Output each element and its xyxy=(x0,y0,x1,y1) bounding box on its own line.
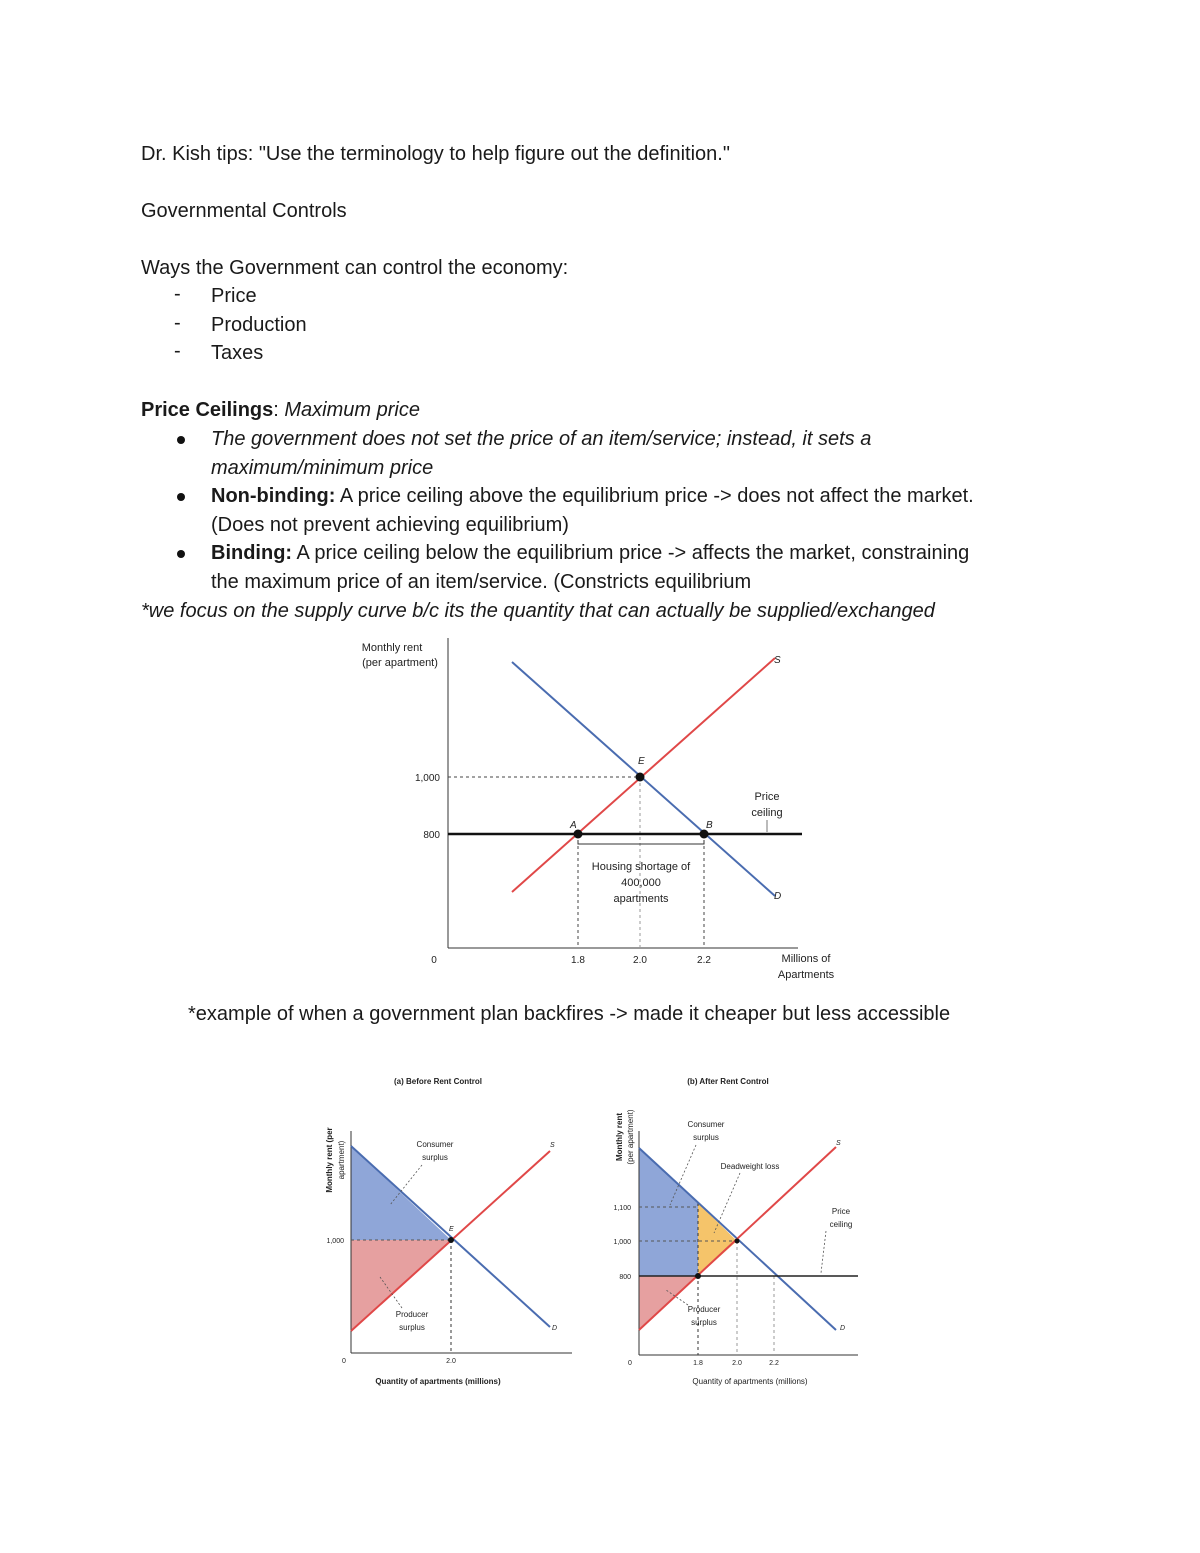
x-tick-label: 2.2 xyxy=(697,955,711,966)
list-item: Price xyxy=(211,285,257,307)
shortage-bracket xyxy=(578,840,704,844)
shortage-label: 400,000 xyxy=(621,877,661,889)
equilibrium-point xyxy=(735,1239,740,1244)
list-dash: - xyxy=(174,312,181,334)
bullet-text: The government does not set the price of an item/service; instead, it sets a xyxy=(211,428,872,450)
bullet-binding xyxy=(211,539,969,567)
consumer-surplus-label: Consumer xyxy=(416,1140,454,1149)
deadweight-loss-label: Deadweight loss xyxy=(720,1162,780,1171)
tip-text: Dr. Kish tips: "Use the terminology to help figure out the definition." xyxy=(141,143,730,165)
bullet-dot xyxy=(177,550,185,558)
point-e-label: E xyxy=(638,756,645,767)
y-axis-label: (per apartment) xyxy=(362,657,438,669)
demand-label: D xyxy=(552,1325,558,1332)
y-tick-label: 800 xyxy=(423,830,440,841)
bullet-nonbinding xyxy=(211,482,974,510)
deadweight-loss-area xyxy=(698,1203,737,1276)
list-item: Taxes xyxy=(211,342,264,364)
colon: : xyxy=(273,399,279,421)
x-tick-label: 2.0 xyxy=(633,955,647,966)
price-ceiling-label: Price xyxy=(831,1207,851,1216)
after-rent-control-chart xyxy=(600,1065,870,1395)
origin-label: 0 xyxy=(628,1360,632,1367)
before-rent-control-chart xyxy=(310,1065,580,1395)
consumer-surplus-label: surplus xyxy=(693,1133,719,1142)
x-axis-label: Quantity of apartments (millions) xyxy=(692,1377,808,1386)
price-ceiling-label: Price xyxy=(754,791,780,803)
price-ceiling-chart xyxy=(330,630,870,990)
equilibrium-point xyxy=(448,1237,454,1243)
origin-label: 0 xyxy=(431,955,437,966)
origin-label: 0 xyxy=(342,1358,346,1365)
supply-label: S xyxy=(774,655,781,666)
section-heading: Governmental Controls xyxy=(141,200,347,222)
y-tick-label: 1,000 xyxy=(613,1239,631,1246)
point-b-label: B xyxy=(706,820,713,831)
x-axis-label: Millions of xyxy=(781,953,831,965)
definition-text: Maximum price xyxy=(278,399,420,421)
consumer-surplus-area xyxy=(639,1148,698,1276)
y-axis-label: Monthly rent xyxy=(615,1113,624,1161)
producer-surplus-label: surplus xyxy=(691,1318,717,1327)
demand-label: D xyxy=(774,891,782,902)
price-ceiling-definition xyxy=(141,396,420,424)
bullet-text: A price ceiling below the equilibrium price -> affects the market, constraining xyxy=(292,542,970,564)
binding-point xyxy=(695,1273,701,1279)
bullet-dot xyxy=(177,493,185,501)
producer-surplus-label: surplus xyxy=(399,1323,425,1332)
bullet-dot xyxy=(177,436,185,444)
list-dash: - xyxy=(174,340,181,362)
ways-intro: Ways the Government can control the economy: xyxy=(141,257,569,279)
shortage-label: Housing shortage of xyxy=(591,861,691,873)
y-tick-label: 1,000 xyxy=(326,1238,344,1245)
supply-curve-note: *we focus on the supply curve b/c its the quantity that can actually be supplied/exchanged xyxy=(141,600,935,622)
x-tick-label: 2.0 xyxy=(446,1358,456,1365)
chart-title: (b) After Rent Control xyxy=(687,1077,769,1086)
price-ceiling-label: ceiling xyxy=(751,807,783,819)
producer-surplus-label: Producer xyxy=(687,1305,721,1314)
demand-label: D xyxy=(840,1325,846,1332)
supply-label: S xyxy=(836,1140,841,1147)
x-axis-label: Apartments xyxy=(777,969,835,981)
bullet-text: the maximum price of an item/service. (Constricts equilibrium xyxy=(211,571,752,593)
y-tick-label: 800 xyxy=(619,1274,631,1281)
producer-surplus-label: Producer xyxy=(395,1310,429,1319)
ceiling-pointer xyxy=(821,1231,826,1273)
x-tick-label: 2.2 xyxy=(769,1360,779,1367)
point-a-label: A xyxy=(570,820,577,831)
term-nonbinding: Non-binding: xyxy=(211,485,336,507)
bullet-text: (Does not prevent achieving equilibrium) xyxy=(211,514,569,536)
point-e xyxy=(636,773,645,782)
x-tick-label: 1.8 xyxy=(693,1360,703,1367)
point-e-label: E xyxy=(449,1226,454,1233)
list-item: Production xyxy=(211,314,307,336)
y-axis-label: apartment) xyxy=(337,1140,346,1180)
consumer-surplus-label: Consumer xyxy=(687,1120,725,1129)
term-binding: Binding: xyxy=(211,542,293,564)
supply-label: S xyxy=(550,1142,555,1149)
list-dash: - xyxy=(174,283,181,305)
bullet-text: A price ceiling above the equilibrium price -> does not affect the market. xyxy=(335,485,974,507)
x-axis-label: Quantity of apartments (millions) xyxy=(375,1377,501,1386)
x-tick-label: 2.0 xyxy=(732,1360,742,1367)
x-tick-label: 1.8 xyxy=(571,955,585,966)
y-tick-label: 1,100 xyxy=(613,1205,631,1212)
price-ceiling-label: ceiling xyxy=(829,1220,853,1229)
y-axis-label: Monthly rent xyxy=(361,642,423,654)
y-tick-label: 1,000 xyxy=(414,773,440,784)
example-note: *example of when a government plan backfires -> made it cheaper but less accessible xyxy=(188,1003,951,1025)
term-price-ceilings: Price Ceilings xyxy=(141,399,274,421)
y-axis-label: (per apartment) xyxy=(626,1109,635,1165)
bullet-text: maximum/minimum price xyxy=(211,457,434,479)
chart-title: (a) Before Rent Control xyxy=(394,1077,482,1086)
shortage-label: apartments xyxy=(613,893,669,905)
y-axis-label: Monthly rent (per xyxy=(325,1127,334,1193)
consumer-surplus-label: surplus xyxy=(422,1153,448,1162)
